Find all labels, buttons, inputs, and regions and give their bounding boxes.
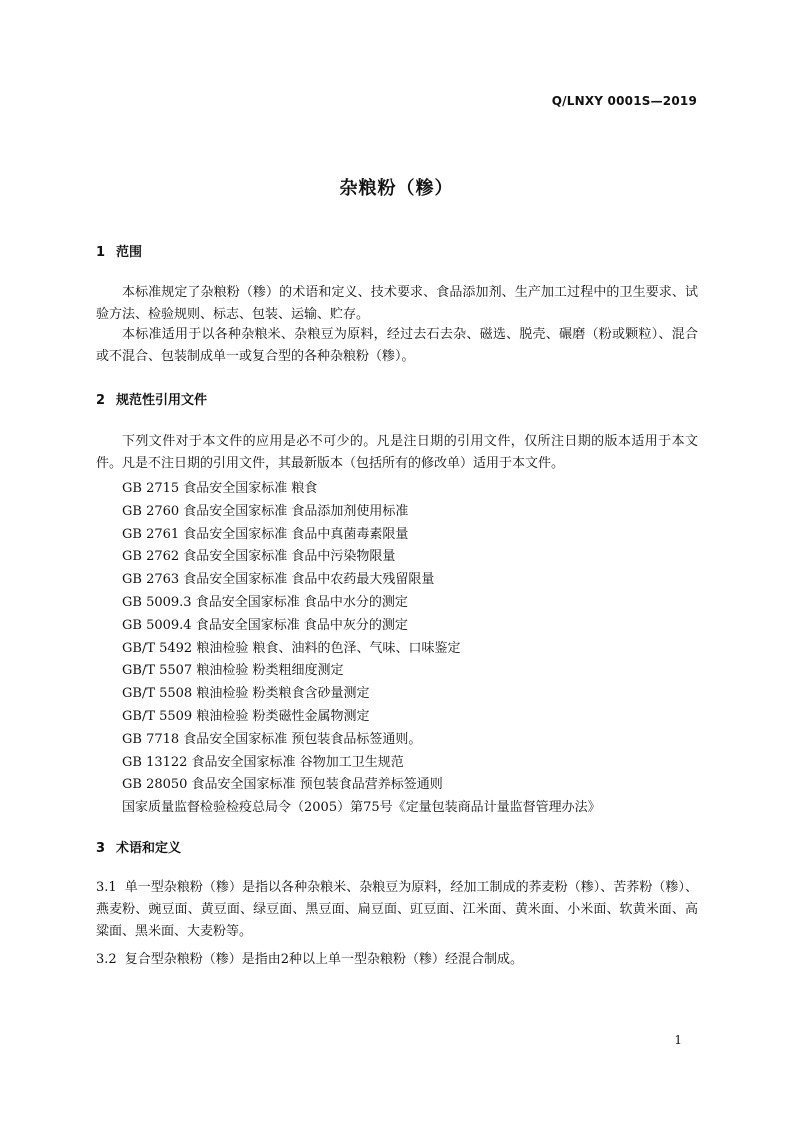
reference-item: GB 2762 食品安全国家标准 食品中污染物限量 xyxy=(122,549,396,565)
section-3-number: 3 xyxy=(96,841,106,856)
section-2-number: 2 xyxy=(96,393,106,408)
clause-3-1-number: 3.1 xyxy=(96,880,117,895)
section-2-title: 规范性引用文件 xyxy=(116,393,208,408)
page-number: 1 xyxy=(674,1033,682,1047)
reference-item: GB/T 5509 粮油检验 粉类磁性金属物测定 xyxy=(122,708,370,724)
clause-3-1-text: 单一型杂粮粉（糁）是指以各种杂粮米、杂粮豆为原料，经加工制成的荞麦粉（糁）、苦荞粉（糁）、燕麦粉、豌豆面、黄豆面、绿豆面、黑豆面、扁豆面、豇豆面、江米面、黄米面、小米面、软黄米面、高粱面、黑米面、大麦粉等。 xyxy=(96,880,698,939)
clause-3-2-number: 3.2 xyxy=(96,952,117,967)
reference-item: GB 2761 食品安全国家标准 食品中真菌毒素限量 xyxy=(122,526,409,542)
section-3-title: 术语和定义 xyxy=(116,841,182,856)
reference-item: GB 13122 食品安全国家标准 谷物加工卫生规范 xyxy=(122,754,404,770)
reference-item: GB/T 5492 粮油检验 粮食、油料的色泽、气味、口味鉴定 xyxy=(122,640,461,656)
section-3-heading xyxy=(96,837,181,856)
clause-3-2-text: 复合型杂粮粉（糁）是指由2种以上单一型杂粮粉（糁）经混合制成。 xyxy=(124,952,523,967)
section-1-title: 范围 xyxy=(116,245,143,260)
reference-item: GB 2763 食品安全国家标准 食品中农药最大残留限量 xyxy=(122,572,435,588)
reference-item: GB 28050 食品安全国家标准 预包装食品营养标签通则 xyxy=(122,777,443,793)
reference-item: 国家质量监督检验检疫总局令（2005）第75号《定量包装商品计量监督管理办法》 xyxy=(122,800,601,816)
section-2-heading xyxy=(96,389,207,408)
section-2-intro: 下列文件对于本文件的应用是必不可少的。凡是注日期的引用文件，仅所注日期的版本适用于本文件。凡是不注日期的引用文件，其最新版本（包括所有的修改单）适用于本文件。 xyxy=(96,434,698,471)
document-title: 杂粮粉（糁） xyxy=(339,178,454,199)
clause-3-1 xyxy=(96,877,698,943)
reference-item: GB 7718 食品安全国家标准 预包装食品标签通则。 xyxy=(122,731,422,747)
section-1-paragraph-1: 本标准规定了杂粮粉（糁）的术语和定义、技术要求、食品添加剂、生产加工过程中的卫生要求、试验方法、检验规则、标志、包装、运输、贮存。 xyxy=(96,285,698,322)
standard-code: Q/LNXY 0001S—2019 xyxy=(551,94,697,108)
reference-list xyxy=(122,478,601,820)
clause-3-2 xyxy=(96,949,698,971)
section-1-heading xyxy=(96,241,142,260)
reference-item: GB 5009.4 食品安全国家标准 食品中灰分的测定 xyxy=(122,617,408,633)
reference-item: GB 5009.3 食品安全国家标准 食品中水分的测定 xyxy=(122,594,408,610)
section-1-number: 1 xyxy=(96,245,106,260)
reference-item: GB 2760 食品安全国家标准 食品添加剂使用标准 xyxy=(122,503,409,519)
section-1-paragraph-2: 本标准适用于以各种杂粮米、杂粮豆为原料，经过去石去杂、磁选、脱壳、碾磨（粉或颗粒）、混合或不混合、包装制成单一或复合型的各种杂粮粉（糁）。 xyxy=(96,327,698,364)
reference-item: GB 2715 食品安全国家标准 粮食 xyxy=(122,481,318,496)
reference-item: GB/T 5508 粮油检验 粉类粮食含砂量测定 xyxy=(122,686,370,702)
reference-item: GB/T 5507 粮油检验 粉类粗细度测定 xyxy=(122,663,344,679)
